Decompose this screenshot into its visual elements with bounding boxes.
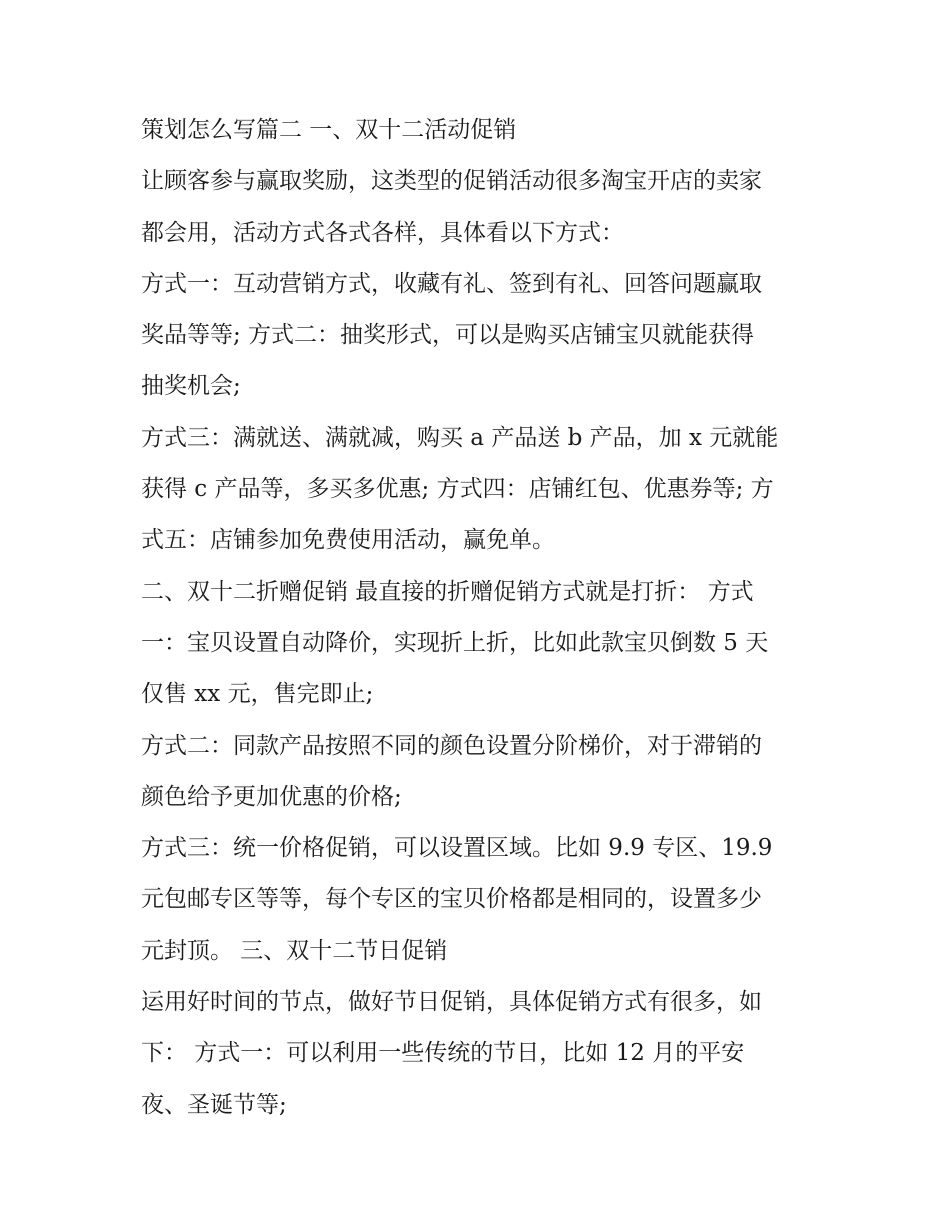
text-line: 奖品等等; 方式二：抽奖形式，可以是购买店铺宝贝就能获得 [141,322,755,349]
text-line: 夜、圣诞节等; [141,1091,287,1118]
text-line: 让顾客参与赢取奖励，这类型的促销活动很多淘宝开店的卖家 [141,168,762,195]
text-line: 获得 c 产品等，多买多优惠; 方式四：店铺红包、优惠券等; 方 [141,476,774,503]
text-line: 元包邮专区等等，每个专区的宝贝价格都是相同的，设置多少 [141,886,762,913]
section-heading-line: 二、双十二折赠促销 最直接的折赠促销方式就是打折： 方式 [141,578,754,605]
text-line: 式五：店铺参加免费使用活动，赢免单。 [141,527,555,554]
text-line: 运用好时间的节点，做好节日促销，具体促销方式有很多，如 [141,989,762,1016]
text-line: 下： 方式一：可以利用一些传统的节日，比如 12 月的平安 [141,1040,745,1067]
text-line: 仅售 xx 元，售完即止; [141,681,374,708]
section-heading-line: 元封顶。 三、双十二节日促销 [141,937,448,964]
text-line: 一：宝贝设置自动降价，实现折上折，比如此款宝贝倒数 5 天 [141,629,769,656]
text-line: 方式三：满就送、满就减，购买 a 产品送 b 产品，加 x 元就能 [141,424,779,451]
document-body [141,110,821,1136]
text-line: 方式三：统一价格促销，可以设置区域。比如 9.9 专区、19.9 [141,835,773,862]
heading-line: 策划怎么写篇二 一、双十二活动促销 [141,117,517,143]
text-line: 方式一：互动营销方式，收藏有礼、签到有礼、回答问题赢取 [141,270,762,297]
text-line: 颜色给予更加优惠的价格; [141,783,402,810]
text-line: 都会用，活动方式各式各样，具体看以下方式： [141,219,624,246]
text-line: 方式二：同款产品按照不同的颜色设置分阶梯价，对于滞销的 [141,732,762,759]
text-line: 抽奖机会; [141,373,241,400]
